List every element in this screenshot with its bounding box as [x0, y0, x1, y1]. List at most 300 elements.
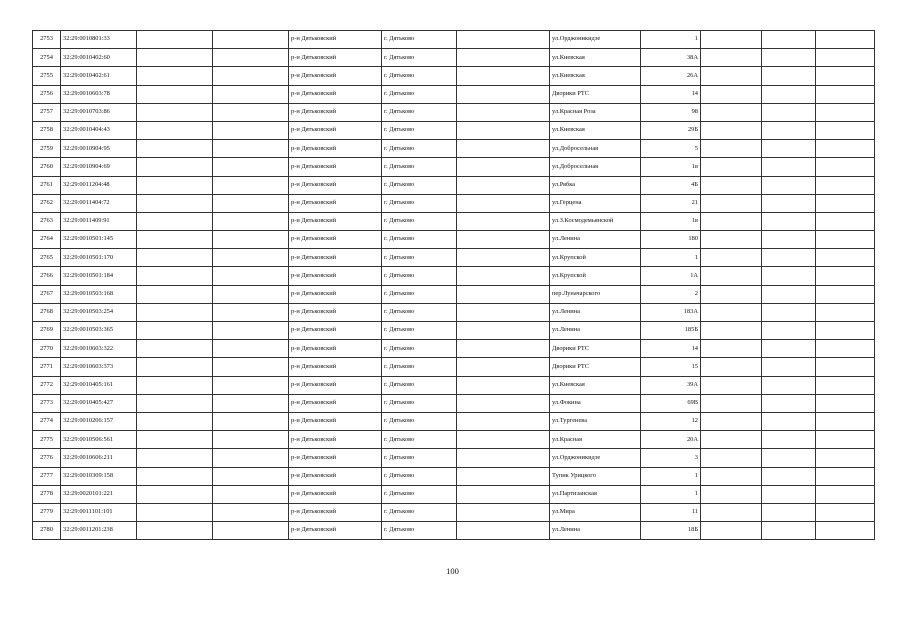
empty-cell [137, 431, 213, 449]
empty-cell [137, 194, 213, 212]
city-cell: г. Дятьково [382, 67, 457, 85]
empty-cell [816, 49, 875, 67]
empty-cell [137, 267, 213, 285]
table-row [33, 376, 875, 394]
district-cell: р-н Дятьковский [289, 85, 382, 103]
empty-cell [762, 522, 816, 540]
empty-cell [213, 412, 289, 430]
row-number-cell: 2776 [33, 449, 61, 467]
empty-cell [137, 322, 213, 340]
empty-cell [701, 85, 762, 103]
empty-cell [457, 67, 550, 85]
empty-cell [137, 212, 213, 230]
empty-cell [213, 85, 289, 103]
empty-cell [816, 394, 875, 412]
table-row [33, 121, 875, 139]
empty-cell [457, 103, 550, 121]
row-number-cell: 2754 [33, 49, 61, 67]
empty-cell [762, 194, 816, 212]
empty-cell [762, 31, 816, 49]
cadastral-number-cell: 32:29:0010404:43 [61, 121, 137, 139]
empty-cell [762, 340, 816, 358]
house-number-cell: 98 [641, 103, 701, 121]
empty-cell [701, 449, 762, 467]
house-number-cell: 20А [641, 431, 701, 449]
city-cell: г. Дятьково [382, 267, 457, 285]
city-cell: г. Дятьково [382, 31, 457, 49]
empty-cell [701, 231, 762, 249]
empty-cell [137, 140, 213, 158]
empty-cell [457, 85, 550, 103]
empty-cell [762, 267, 816, 285]
house-number-cell: 14 [641, 340, 701, 358]
city-cell: г. Дятьково [382, 49, 457, 67]
empty-cell [137, 503, 213, 521]
district-cell: р-н Дятьковский [289, 67, 382, 85]
empty-cell [816, 231, 875, 249]
table-row [33, 31, 875, 49]
empty-cell [762, 49, 816, 67]
empty-cell [701, 522, 762, 540]
street-cell: пер.Луначарского [550, 285, 641, 303]
empty-cell [762, 431, 816, 449]
empty-cell [701, 194, 762, 212]
city-cell: г. Дятьково [382, 249, 457, 267]
empty-cell [137, 340, 213, 358]
empty-cell [213, 249, 289, 267]
empty-cell [701, 140, 762, 158]
empty-cell [816, 85, 875, 103]
row-number-cell: 2767 [33, 285, 61, 303]
empty-cell [213, 485, 289, 503]
empty-cell [701, 212, 762, 230]
empty-cell [762, 412, 816, 430]
empty-cell [701, 503, 762, 521]
city-cell: г. Дятьково [382, 85, 457, 103]
empty-cell [457, 176, 550, 194]
street-cell: ул.Добросельная [550, 140, 641, 158]
table-row [33, 176, 875, 194]
empty-cell [816, 467, 875, 485]
cadastral-number-cell: 32:29:0010603:78 [61, 85, 137, 103]
empty-cell [213, 103, 289, 121]
empty-cell [457, 194, 550, 212]
city-cell: г. Дятьково [382, 158, 457, 176]
empty-cell [213, 194, 289, 212]
empty-cell [137, 412, 213, 430]
cadastral-number-cell: 32:29:0010904:69 [61, 158, 137, 176]
district-cell: р-н Дятьковский [289, 267, 382, 285]
city-cell: г. Дятьково [382, 358, 457, 376]
cadastral-number-cell: 32:29:0010503:168 [61, 285, 137, 303]
district-cell: р-н Дятьковский [289, 249, 382, 267]
cadastral-number-cell: 32:29:0011101:101 [61, 503, 137, 521]
empty-cell [457, 358, 550, 376]
empty-cell [762, 212, 816, 230]
row-number-cell: 2770 [33, 340, 61, 358]
empty-cell [457, 394, 550, 412]
district-cell: р-н Дятьковский [289, 522, 382, 540]
empty-cell [137, 85, 213, 103]
empty-cell [213, 340, 289, 358]
empty-cell [213, 358, 289, 376]
empty-cell [762, 467, 816, 485]
empty-cell [701, 358, 762, 376]
cadastral-number-cell: 32:29:0010501:145 [61, 231, 137, 249]
street-cell: ул.Тургенева [550, 412, 641, 430]
table-row [33, 231, 875, 249]
row-number-cell: 2774 [33, 412, 61, 430]
row-number-cell: 2764 [33, 231, 61, 249]
row-number-cell: 2768 [33, 303, 61, 321]
empty-cell [213, 376, 289, 394]
cadastral-number-cell: 32:29:0020101:221 [61, 485, 137, 503]
empty-cell [457, 158, 550, 176]
empty-cell [457, 340, 550, 358]
street-cell: ул.Крупской [550, 249, 641, 267]
house-number-cell: 69В [641, 394, 701, 412]
district-cell: р-н Дятьковский [289, 394, 382, 412]
district-cell: р-н Дятьковский [289, 340, 382, 358]
row-number-cell: 2766 [33, 267, 61, 285]
register-table-body [33, 31, 875, 540]
city-cell: г. Дятьково [382, 231, 457, 249]
empty-cell [213, 121, 289, 139]
table-row [33, 85, 875, 103]
table-row [33, 503, 875, 521]
empty-cell [213, 158, 289, 176]
city-cell: г. Дятьково [382, 485, 457, 503]
empty-cell [816, 158, 875, 176]
district-cell: р-н Дятьковский [289, 322, 382, 340]
empty-cell [213, 467, 289, 485]
city-cell: г. Дятьково [382, 449, 457, 467]
cadastral-number-cell: 32:29:0010801:33 [61, 31, 137, 49]
house-number-cell: 1 [641, 31, 701, 49]
district-cell: р-н Дятьковский [289, 485, 382, 503]
empty-cell [701, 249, 762, 267]
house-number-cell: 12 [641, 412, 701, 430]
empty-cell [137, 103, 213, 121]
empty-cell [816, 449, 875, 467]
cadastral-number-cell: 32:29:0011404:72 [61, 194, 137, 212]
empty-cell [457, 449, 550, 467]
empty-cell [701, 103, 762, 121]
empty-cell [762, 249, 816, 267]
empty-cell [213, 140, 289, 158]
empty-cell [816, 103, 875, 121]
street-cell: ул.Фокина [550, 394, 641, 412]
empty-cell [816, 267, 875, 285]
street-cell: Дворики РТС [550, 85, 641, 103]
empty-cell [213, 267, 289, 285]
house-number-cell: 185Б [641, 322, 701, 340]
row-number-cell: 2755 [33, 67, 61, 85]
city-cell: г. Дятьково [382, 340, 457, 358]
empty-cell [816, 303, 875, 321]
empty-cell [701, 176, 762, 194]
empty-cell [137, 376, 213, 394]
empty-cell [701, 412, 762, 430]
cadastral-number-cell: 32:29:0010503:365 [61, 322, 137, 340]
city-cell: г. Дятьково [382, 140, 457, 158]
city-cell: г. Дятьково [382, 503, 457, 521]
house-number-cell: 2 [641, 285, 701, 303]
empty-cell [762, 67, 816, 85]
cadastral-number-cell: 32:29:0010603:322 [61, 340, 137, 358]
cadastral-number-cell: 32:29:0010501:184 [61, 267, 137, 285]
empty-cell [213, 31, 289, 49]
table-row [33, 194, 875, 212]
empty-cell [457, 485, 550, 503]
district-cell: р-н Дятьковский [289, 285, 382, 303]
empty-cell [701, 467, 762, 485]
district-cell: р-н Дятьковский [289, 358, 382, 376]
table-row [33, 249, 875, 267]
street-cell: Тупик Урицкого [550, 467, 641, 485]
house-number-cell: 15 [641, 358, 701, 376]
street-cell: ул.Партизанская [550, 485, 641, 503]
empty-cell [762, 121, 816, 139]
empty-cell [701, 303, 762, 321]
empty-cell [137, 467, 213, 485]
district-cell: р-н Дятьковский [289, 31, 382, 49]
house-number-cell: 1 [641, 467, 701, 485]
empty-cell [457, 267, 550, 285]
table-row [33, 49, 875, 67]
empty-cell [762, 140, 816, 158]
table-row [33, 303, 875, 321]
district-cell: р-н Дятьковский [289, 121, 382, 139]
city-cell: г. Дятьково [382, 303, 457, 321]
city-cell: г. Дятьково [382, 212, 457, 230]
table-row [33, 485, 875, 503]
row-number-cell: 2763 [33, 212, 61, 230]
city-cell: г. Дятьково [382, 467, 457, 485]
empty-cell [457, 431, 550, 449]
empty-cell [816, 412, 875, 430]
district-cell: р-н Дятьковский [289, 449, 382, 467]
empty-cell [457, 121, 550, 139]
empty-cell [762, 503, 816, 521]
street-cell: ул.Киевская [550, 49, 641, 67]
empty-cell [213, 303, 289, 321]
empty-cell [213, 67, 289, 85]
empty-cell [457, 49, 550, 67]
empty-cell [701, 158, 762, 176]
street-cell: ул.Киевская [550, 67, 641, 85]
table-row [33, 212, 875, 230]
empty-cell [213, 522, 289, 540]
district-cell: р-н Дятьковский [289, 158, 382, 176]
table-row [33, 340, 875, 358]
empty-cell [137, 358, 213, 376]
house-number-cell: 183А [641, 303, 701, 321]
table-row [33, 267, 875, 285]
table-row [33, 322, 875, 340]
empty-cell [762, 103, 816, 121]
table-row [33, 431, 875, 449]
table-row [33, 158, 875, 176]
empty-cell [457, 212, 550, 230]
table-row [33, 412, 875, 430]
empty-cell [457, 231, 550, 249]
house-number-cell: 39А [641, 376, 701, 394]
district-cell: р-н Дятьковский [289, 503, 382, 521]
empty-cell [816, 140, 875, 158]
row-number-cell: 2779 [33, 503, 61, 521]
house-number-cell: 21 [641, 194, 701, 212]
district-cell: р-н Дятьковский [289, 176, 382, 194]
street-cell: ул.Орджоникидзе [550, 449, 641, 467]
city-cell: г. Дятьково [382, 412, 457, 430]
row-number-cell: 2773 [33, 394, 61, 412]
page-number: 100 [446, 566, 459, 576]
street-cell: Дворики РТС [550, 340, 641, 358]
empty-cell [701, 485, 762, 503]
empty-cell [213, 449, 289, 467]
empty-cell [701, 394, 762, 412]
cadastral-number-cell: 32:29:0011409:91 [61, 212, 137, 230]
empty-cell [762, 285, 816, 303]
district-cell: р-н Дятьковский [289, 303, 382, 321]
empty-cell [701, 376, 762, 394]
house-number-cell: 1 [641, 485, 701, 503]
cadastral-number-cell: 32:29:0010603:373 [61, 358, 137, 376]
street-cell: ул.Мира [550, 503, 641, 521]
empty-cell [457, 467, 550, 485]
city-cell: г. Дятьково [382, 431, 457, 449]
register-table [32, 30, 875, 540]
house-number-cell: 5 [641, 140, 701, 158]
cadastral-number-cell: 32:29:0010405:427 [61, 394, 137, 412]
cadastral-number-cell: 32:29:0010501:170 [61, 249, 137, 267]
street-cell: ул.Красная [550, 431, 641, 449]
street-cell: ул.Ленина [550, 522, 641, 540]
empty-cell [701, 67, 762, 85]
empty-cell [816, 285, 875, 303]
empty-cell [762, 231, 816, 249]
empty-cell [457, 376, 550, 394]
empty-cell [816, 176, 875, 194]
cadastral-number-cell: 32:29:0010503:254 [61, 303, 137, 321]
cadastral-number-cell: 32:29:0011204:48 [61, 176, 137, 194]
row-number-cell: 2772 [33, 376, 61, 394]
row-number-cell: 2756 [33, 85, 61, 103]
empty-cell [762, 176, 816, 194]
cadastral-number-cell: 32:29:0010703:86 [61, 103, 137, 121]
row-number-cell: 2769 [33, 322, 61, 340]
house-number-cell: 11 [641, 503, 701, 521]
row-number-cell: 2780 [33, 522, 61, 540]
house-number-cell: 26А [641, 67, 701, 85]
empty-cell [816, 358, 875, 376]
table-row [33, 522, 875, 540]
empty-cell [816, 121, 875, 139]
empty-cell [137, 249, 213, 267]
empty-cell [762, 449, 816, 467]
empty-cell [762, 358, 816, 376]
row-number-cell: 2760 [33, 158, 61, 176]
empty-cell [457, 412, 550, 430]
empty-cell [816, 194, 875, 212]
table-row [33, 467, 875, 485]
house-number-cell: 18Б [641, 522, 701, 540]
empty-cell [816, 249, 875, 267]
city-cell: г. Дятьково [382, 103, 457, 121]
empty-cell [816, 503, 875, 521]
street-cell: ул.Ленина [550, 322, 641, 340]
street-cell: ул.Рябка [550, 176, 641, 194]
row-number-cell: 2758 [33, 121, 61, 139]
empty-cell [137, 121, 213, 139]
house-number-cell: 4Б [641, 176, 701, 194]
empty-cell [701, 121, 762, 139]
house-number-cell: 1в [641, 158, 701, 176]
empty-cell [816, 485, 875, 503]
empty-cell [762, 376, 816, 394]
row-number-cell: 2762 [33, 194, 61, 212]
empty-cell [137, 176, 213, 194]
district-cell: р-н Дятьковский [289, 376, 382, 394]
empty-cell [701, 267, 762, 285]
empty-cell [457, 31, 550, 49]
house-number-cell: 3 [641, 449, 701, 467]
house-number-cell: 38А [641, 49, 701, 67]
empty-cell [816, 431, 875, 449]
empty-cell [457, 303, 550, 321]
empty-cell [213, 49, 289, 67]
cadastral-number-cell: 32:29:0010506:561 [61, 431, 137, 449]
empty-cell [137, 231, 213, 249]
cadastral-number-cell: 32:29:0010309:158 [61, 467, 137, 485]
cadastral-number-cell: 32:29:0010904:95 [61, 140, 137, 158]
empty-cell [137, 285, 213, 303]
street-cell: ул.Красная Роза [550, 103, 641, 121]
empty-cell [701, 322, 762, 340]
city-cell: г. Дятьково [382, 322, 457, 340]
empty-cell [457, 322, 550, 340]
street-cell: ул.Орджоникидзе [550, 31, 641, 49]
empty-cell [816, 67, 875, 85]
district-cell: р-н Дятьковский [289, 103, 382, 121]
street-cell: ул.Крупской [550, 267, 641, 285]
empty-cell [762, 322, 816, 340]
empty-cell [137, 303, 213, 321]
empty-cell [816, 31, 875, 49]
empty-cell [137, 485, 213, 503]
street-cell: ул.Киевская [550, 376, 641, 394]
city-cell: г. Дятьково [382, 121, 457, 139]
empty-cell [213, 231, 289, 249]
district-cell: р-н Дятьковский [289, 49, 382, 67]
city-cell: г. Дятьково [382, 394, 457, 412]
street-cell: Дворики РТС [550, 358, 641, 376]
house-number-cell: 1в [641, 212, 701, 230]
cadastral-number-cell: 32:29:0010402:61 [61, 67, 137, 85]
empty-cell [137, 522, 213, 540]
empty-cell [213, 176, 289, 194]
city-cell: г. Дятьково [382, 522, 457, 540]
table-row [33, 358, 875, 376]
house-number-cell: 14 [641, 85, 701, 103]
table-row [33, 67, 875, 85]
empty-cell [137, 449, 213, 467]
empty-cell [816, 322, 875, 340]
empty-cell [457, 249, 550, 267]
empty-cell [701, 49, 762, 67]
row-number-cell: 2753 [33, 31, 61, 49]
